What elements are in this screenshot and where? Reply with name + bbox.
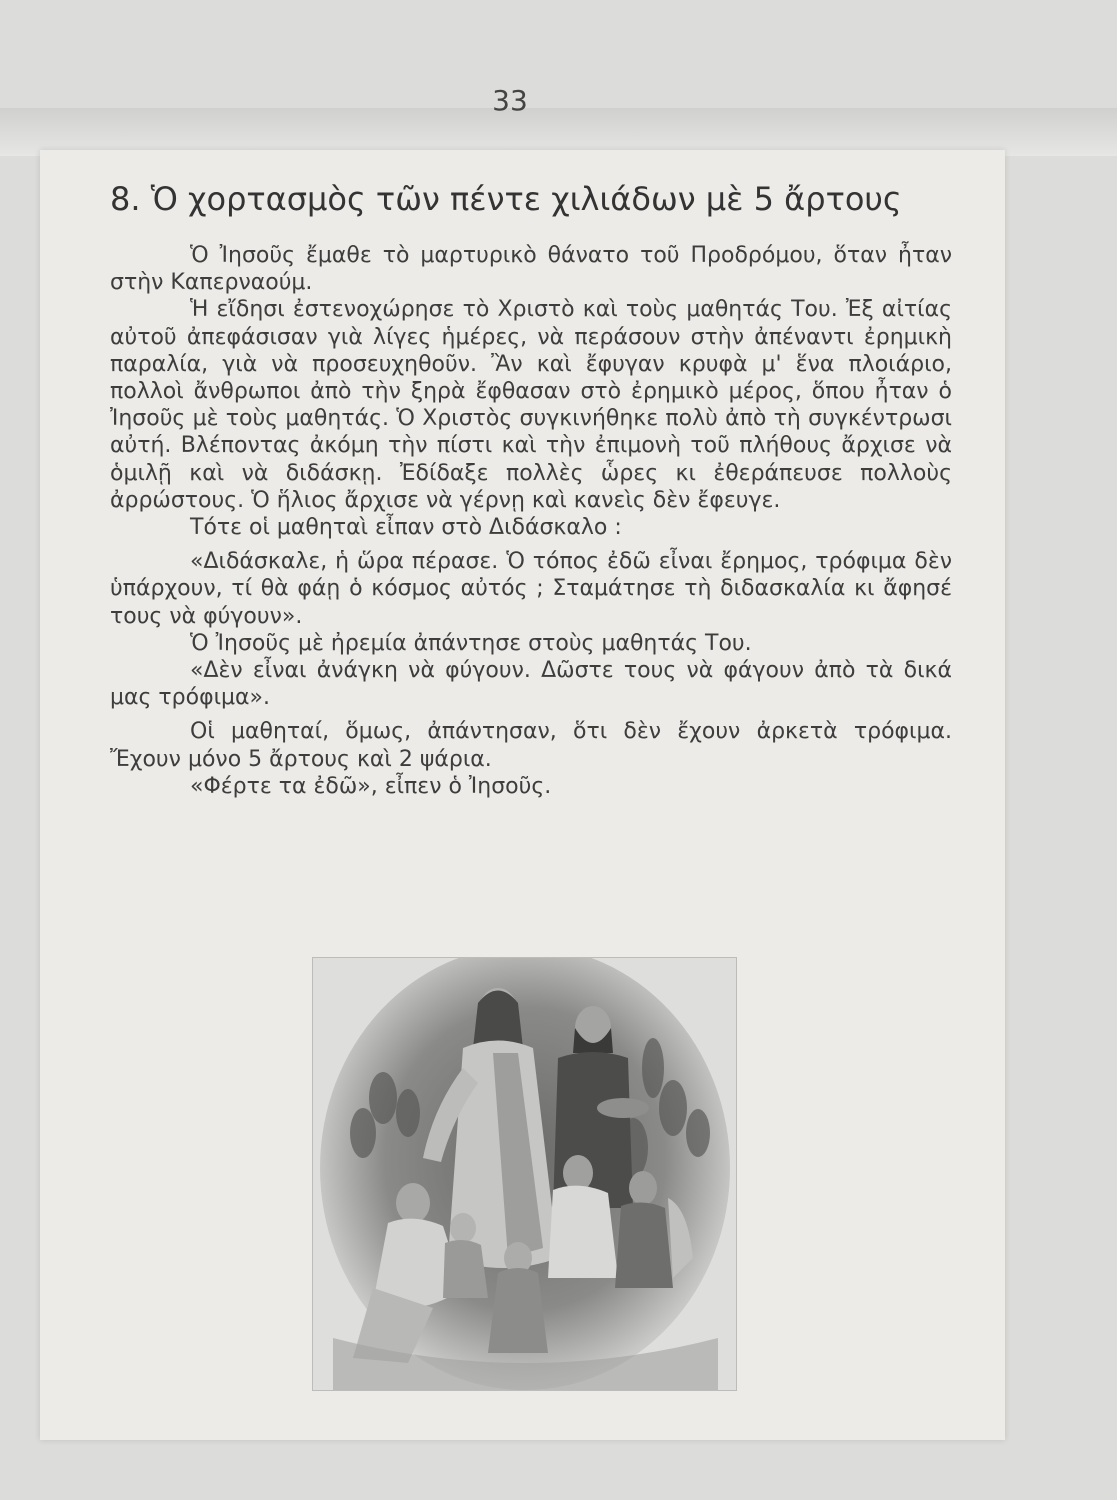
paragraph-3: Τότε οἱ μαθηταὶ εἶπαν στὸ Διδάσκαλο : [190,515,622,541]
body-text [110,242,952,800]
paragraph-2: Ἡ εἴδησι ἐστενοχώρησε τὸ Χριστὸ καὶ τοὺς μαθητάς Του. Ἐξ αἰτίας αὐτοῦ ἀπεφάσισαν γιὰ λίγες ἡμέρες, νὰ περάσουν στὴν ἀπέναντι ἐρημικὴ παραλία, γιὰ νὰ προσευχηθοῦν. Ἂν καὶ ἔφυγαν κρυφὰ μ' ἕνα πλοιάριο, πολλοὶ ἄνθρωποι ἀπὸ τὴν ξηρὰ ἔφθασαν στὸ ἐρημικὸ μέρος, ὅπου ἦταν ὁ Ἰησοῦς μὲ τοὺς μαθητάς. Ὁ Χριστὸς συγκινήθηκε πολὺ ἀπὸ τὴ συγκέντρωσι αὐτή. Βλέποντας ἀκόμη τὴν πίστι καὶ τὴν ἐπιμονὴ τοῦ πλήθους ἄρχισε νὰ ὁμιλῇ καὶ νὰ διδάσκῃ. Ἐδίδαξε πολλὲς ὧρες κι ἐθεράπευσε πολλοὺς ἀρρώστους. Ὁ ἥλιος ἄρχισε νὰ γέρνῃ καὶ κανεὶς δὲν ἔφευγε. [110,297,952,513]
illustration-feeding-of-five-thousand [312,957,737,1391]
paragraph-1: Ὁ Ἰησοῦς ἔμαθε τὸ μαρτυρικὸ θάνατο τοῦ Προδρόμου, ὅταν ἦταν στὴν Καπερναούμ. [110,243,952,296]
page-number: 33 [492,84,528,117]
chapter-title: 8. Ὁ χορτασμὸς τῶν πέντε χιλιάδων μὲ 5 ἄρτους [110,180,902,218]
paragraph-6: «Δὲν εἶναι ἀνάγκη νὰ φύγουν. Δῶστε τους νὰ φάγουν ἀπὸ τὰ δικά μας τρόφιμα». [110,658,952,711]
paragraph-4: «Διδάσκαλε, ἡ ὥρα πέρασε. Ὁ τόπος ἐδῶ εἶναι ἔρημος, τρόφιμα δὲν ὑπάρχουν, τί θὰ φάῃ ὁ κόσμος αὐτός ; Σταμάτησε τὴ διδασκαλία κι ἄφησέ τους νὰ φύγουν». [110,549,952,629]
paragraph-8: «Φέρτε τα ἐδῶ», εἶπεν ὁ Ἰησοῦς. [190,773,552,799]
paragraph-5: Ὁ Ἰησοῦς μὲ ἠρεμία ἀπάντησε στοὺς μαθητάς Του. [190,630,752,656]
paragraph-7: Οἱ μαθηταί, ὅμως, ἀπάντησαν, ὅτι δὲν ἔχουν ἀρκετὰ τρόφιμα. Ἔχουν μόνο 5 ἄρτους καὶ 2 ψάρια. [110,719,952,772]
scan-shadow [0,108,1117,156]
